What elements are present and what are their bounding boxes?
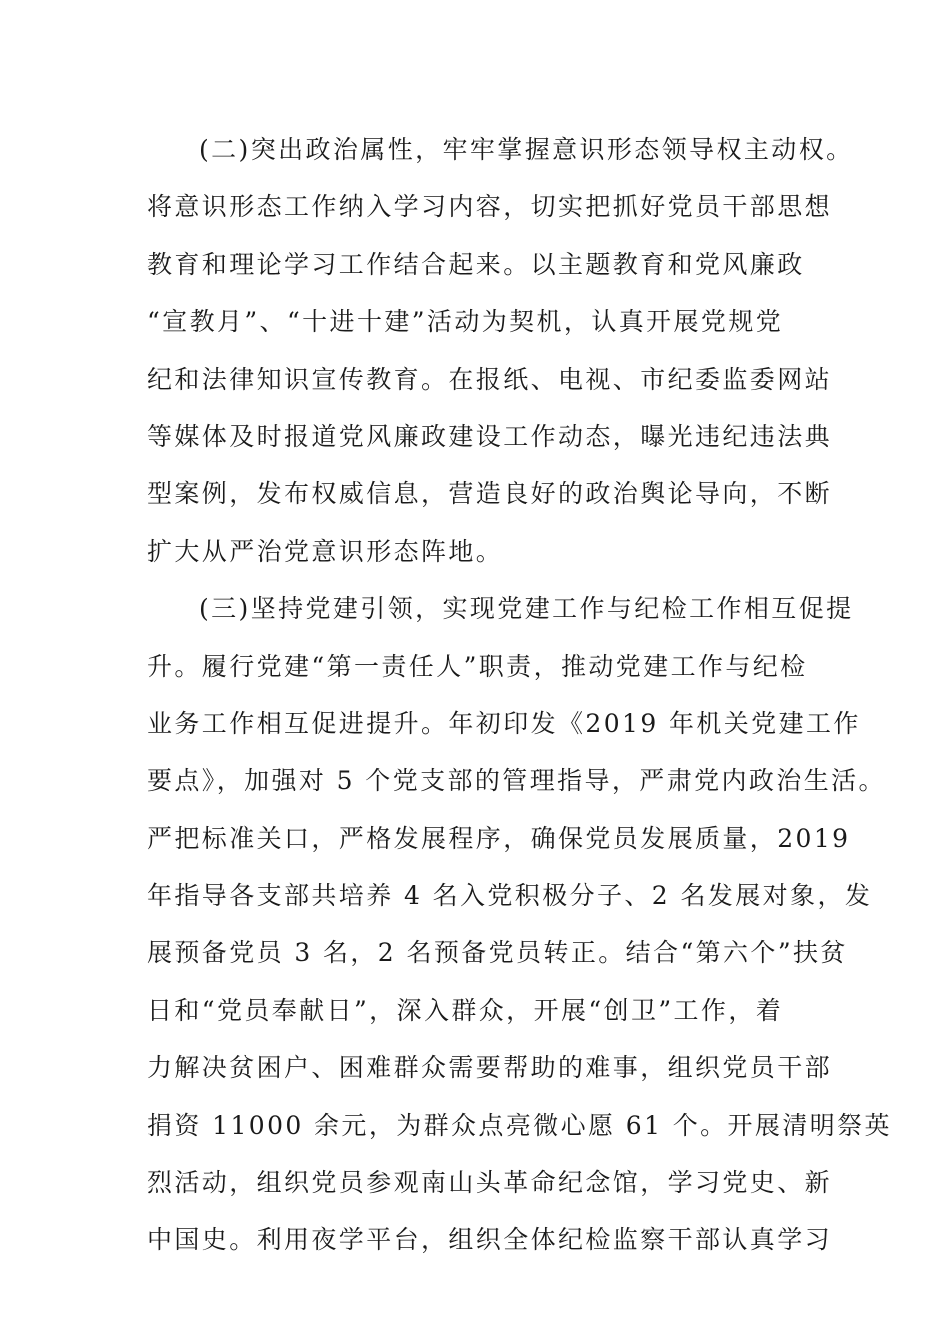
paragraph-line: 严把标准关口，严格发展程序，确保党员发展质量，2019 [147,823,851,853]
paragraph-line: 捐资 11000 余元，为群众点亮微心愿 61 个。开展清明祭英 [147,1110,892,1140]
paragraph-line: 升。履行党建“第一责任人”职责，推动党建工作与纪检 [147,651,808,681]
paragraph-line: 纪和法律知识宣传教育。在报纸、电视、市纪委监委网站 [147,364,833,394]
paragraph-section-2 [147,131,854,571]
paragraph-line: “宣教月”、“十进十建”活动为契机，认真开展党规党 [147,307,784,337]
paragraph-line: 等媒体及时报道党风廉政建设工作动态，曝光违纪违法典 [147,421,833,451]
paragraph-line: 中国史。利用夜学平台，组织全体纪检监察干部认真学习 [147,1225,833,1255]
body-text [147,131,892,1279]
paragraph-line: 业务工作相互促进提升。年初印发《2019 年机关党建工作 [147,708,861,738]
paragraph-line: 型案例，发布权威信息，营造良好的政治舆论导向，不断 [147,479,833,509]
paragraph-line: 教育和理论学习工作结合起来。以主题教育和党风廉政 [147,249,805,279]
paragraph-section-3 [147,590,892,1259]
paragraph-line: (二)突出政治属性，牢牢掌握意识形态领导权主动权。 [199,135,854,164]
paragraph-line: 展预备党员 3 名，2 名预备党员转正。结合“第六个”扶贫 [147,938,848,968]
paragraph-line: 力解决贫困户、困难群众需要帮助的难事，组织党员干部 [147,1053,833,1083]
paragraph-line: (三)坚持党建引领，实现党建工作与纪检工作相互促提 [199,594,854,624]
paragraph-line: 扩大从严治党意识形态阵地。 [147,536,504,566]
paragraph-line: 年指导各支部共培养 4 名入党积极分子、2 名发展对象，发 [147,881,873,911]
paragraph-line: 烈活动，组织党员参观南山头革命纪念馆，学习党史、新 [147,1168,833,1198]
paragraph-line: 将意识形态工作纳入学习内容，切实把抓好党员干部思想 [147,192,833,222]
paragraph-line: 日和“党员奉献日”，深入群众，开展“创卫”工作，着 [147,995,784,1025]
paragraph-line: 要点》，加强对 5 个党支部的管理指导，严肃党内政治生活。 [147,766,886,796]
